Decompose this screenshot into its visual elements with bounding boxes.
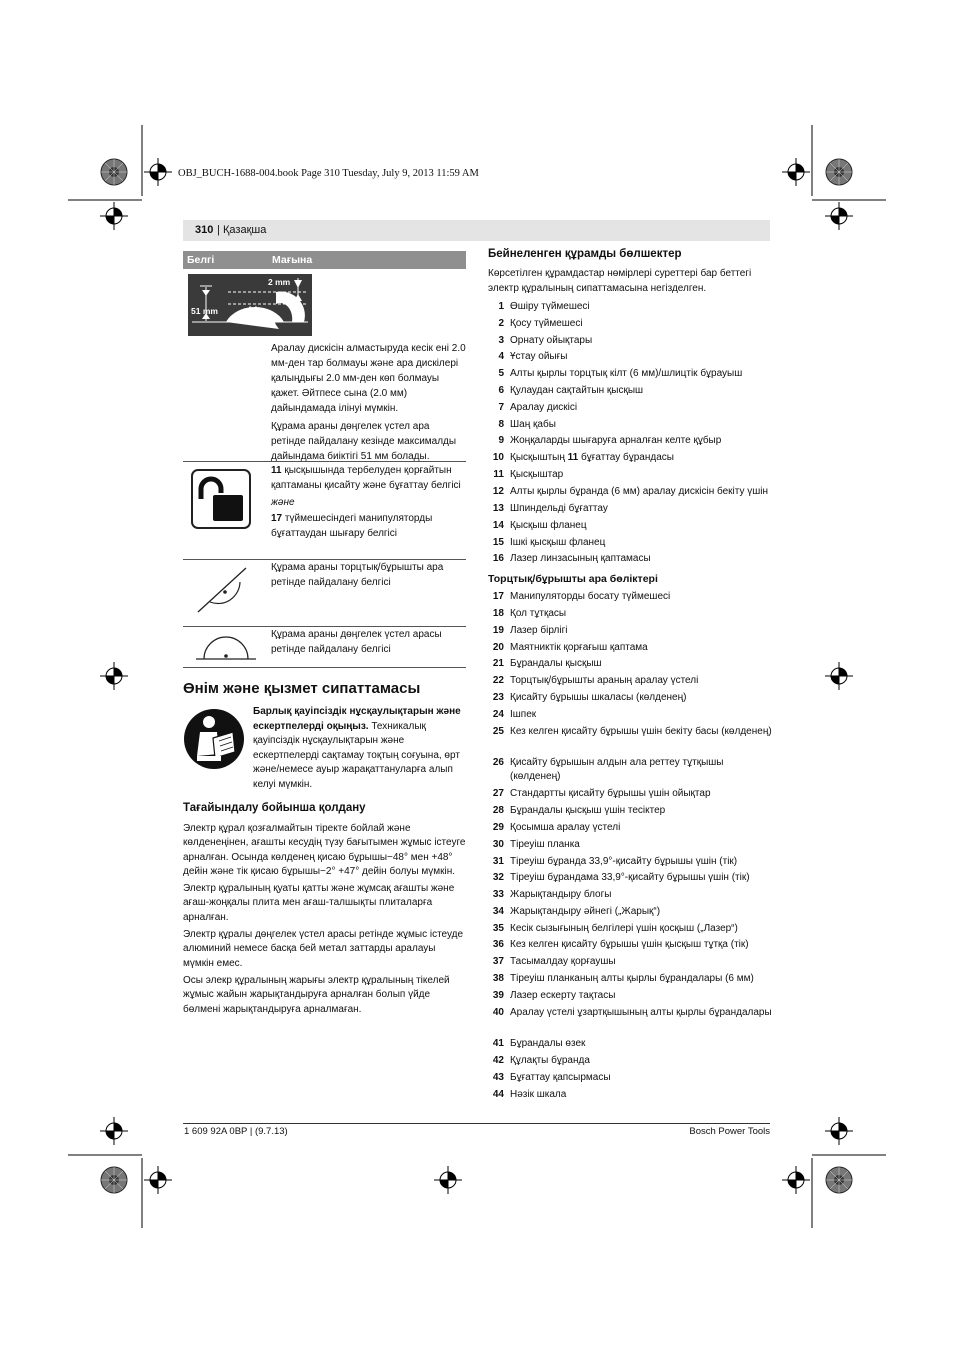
row3-text: Құрама араны торцтық/бұрышты ара ретінде пайдалану белгісі	[271, 562, 444, 588]
warning-body: Техникалық қауіпсіздік нұсқаулықтарын және ескертпелерді сақтамау тоқтың соғуына, өрт және/немесе ауыр жарақаттануларға алып келуі мүмкін.	[253, 720, 460, 790]
read-manual-icon	[183, 708, 245, 770]
components-subtitle: Торцтық/бұрышты ара бөліктері	[488, 573, 658, 585]
usage-text	[183, 822, 468, 1020]
components-list-a: 1 Өшіру түймешесі 2 Қосу түймешесі 3 Орнату ойықтары 4 Ұстау ойығы 5 Алты қырлы торцтық кілт (6 мм)/шлицтік бұрауыш 6 Қулаудан сақтайтын қысқыш 7 Аралау дискісі 8 Шаң қабы 9 Жоңқаларды шығаруға арналған келте құбыр 10 Қысқыштың 11 бұғаттау бұрандасы 11 Қысқыштар 12 Алты қырлы бұранда (6 мм) аралау дискісін бекіту үшін 13 Шпиндельді бұғаттау 14 Қысқыш фланец 15 Ішкі қысқыш фланец 16 Лазер линзасының қаптамасы	[492, 301, 769, 564]
figure-label-2mm: 2 mm	[268, 277, 291, 287]
warning-text	[253, 705, 467, 793]
miter-saw-icon	[196, 566, 250, 614]
row1-paragraph-1: Аралау дискісін алмастыруда кесік ені 2.0 мм-ден тар болмауы және ара дискілері қалыңдығы 2.0 мм-ден көп болмауы қажет. Әйтпесе сына (2.0 мм) дайындамада ілінуі мүмкін.	[271, 343, 466, 414]
page-header	[183, 220, 770, 241]
usage-paragraph-2: Электр құралының қуаты қатты және жұмсақ ағашты және ағаш-жоңқалы плита мен ағаш-талшықты плиталарға арналған.	[183, 883, 455, 923]
section-title: Өнім және қызмет сипаттамасы	[183, 680, 421, 697]
footer-brand: Bosch Power Tools	[689, 1126, 770, 1137]
table-col-symbol: Белгі	[187, 254, 215, 266]
row1-text	[271, 341, 466, 464]
footer-code: 1 609 92A 0BP | (9.7.13)	[184, 1126, 288, 1137]
footer-rule	[183, 1123, 770, 1124]
table-header	[183, 251, 466, 269]
row2-text-1: қысқышында тербелуден қорғайтын қаптаманы қисайту және бұғаттау белгісі	[271, 465, 461, 491]
unlock-icon	[191, 469, 251, 529]
page-number: 310	[195, 224, 214, 236]
table-saw-icon	[194, 632, 258, 662]
header-separator: |	[217, 224, 220, 236]
components-title: Бейнеленген құрамды бөлшектер	[488, 248, 682, 260]
warning-bold: Барлық қауіпсіздік нұсқаулықтарын және ескертпелерді оқыңыз.	[253, 706, 461, 732]
table-divider	[183, 461, 466, 462]
usage-title: Тағайындалу бойынша қолдану	[183, 802, 366, 814]
saw-blade-dimension-icon	[188, 274, 312, 336]
components-list-b: 17 Манипуляторды босату түймешесі 18 Қол тұтқасы 19 Лазер бірлігі 20 Маятниктік қорғағыш қаптама 21 Бұрандалы қысқыш 22 Торцтық/бұрышты араның аралау үстелі 23 Қисайту бұрышы шкаласы (көлденең) 24 Ішпек 25 Кез келген қисайту бұрышы үшін бекіту басы (көлденең) 26 Қисайту бұрышын алдын ала реттеу тұтқышы (көлденең) 27 Стандартты қисайту бұрышы үшін ойықтар 28 Бұрандалы қысқыш үшін тесіктер 29 Қосымша аралау үстелі 30 Тіреуіш планка 31 Тіреуіш бұранда 33,9°-қисайту бұрышы үшін (тік) 32 Тіреуіш бұрандама 33,9°-қисайту бұрышы үшін (тік) 33 Жарықтандыру блогы 34 Жарықтандыру әйнегі („Жарық“) 35 Кесік сызығының белгілері үшін қосқыш („Лазер“) 36 Кез келген қисайту бұрышы үшін қысқыш тұтқа (тік) 37 Тасымалдау қорғаушы 38 Тіреуіш планканың алты қырлы бұрандалары (6 мм) 39 Лазер ескерту тақтасы 40 Аралау үстелі ұзартқышының алты қырлы бұрандалары 41 Бұрандалы өзек 42 Құлақты бұранда 43 Бұғаттау қапсырмасы 44 Нәзік шкала	[492, 591, 772, 1100]
row2-ref-11: 11	[271, 465, 282, 476]
table-bottom-rule	[183, 667, 466, 668]
row4-text: Құрама араны дөңгелек үстел арасы ретінде пайдалану белгісі	[271, 629, 442, 655]
row1-paragraph-2: Құрама араны дөңгелек үстел ара ретінде пайдалану кезінде максималды дайындама биіктігі 51 мм болады.	[271, 421, 457, 462]
row2-conjunction: және	[271, 497, 295, 508]
print-header: OBJ_BUCH-1688-004.book Page 310 Tuesday, July 9, 2013 11:59 AM	[178, 168, 479, 179]
page-language: Қазақша	[223, 224, 267, 236]
row2-text-2: түймешесіндегі манипуляторды бұғаттаудан шығару белгісі	[271, 513, 433, 539]
row2-text	[271, 463, 466, 541]
usage-paragraph-3: Электр құралы дөңгелек үстел арасы ретінде жұмыс істеуде алюминий немесе басқа бей метал заттарды аралауы мүмкін емес.	[183, 929, 464, 969]
usage-paragraph-4: Осы элекр құралының жарығы электр құралының тікелей жұмыс жайын жарықтандыруға арналған болып үйде бөлмені жарықтандыруға арналмаған.	[183, 974, 450, 1015]
figure-label-51mm: 51 mm	[191, 306, 218, 316]
usage-paragraph-1: Электр құрал қозғалмайтын тіректе бойлай және көлденеңінен, ағашты кесудің түзу бағытымен жұмыс істеуге арналған. Осында көлденең қисаю бұрышы−48° мен +48° дейін және тік қисаю бұрышы−2° +47° дейін болуы мүмкін.	[183, 823, 466, 877]
row2-ref-17: 17	[271, 513, 283, 524]
components-intro: Көрсетілген құрамдастар нөмірлері суреттері бар беттегі электр құралының сипаттамасына негізделген.	[488, 268, 752, 294]
table-col-meaning: Мағына	[272, 254, 313, 266]
